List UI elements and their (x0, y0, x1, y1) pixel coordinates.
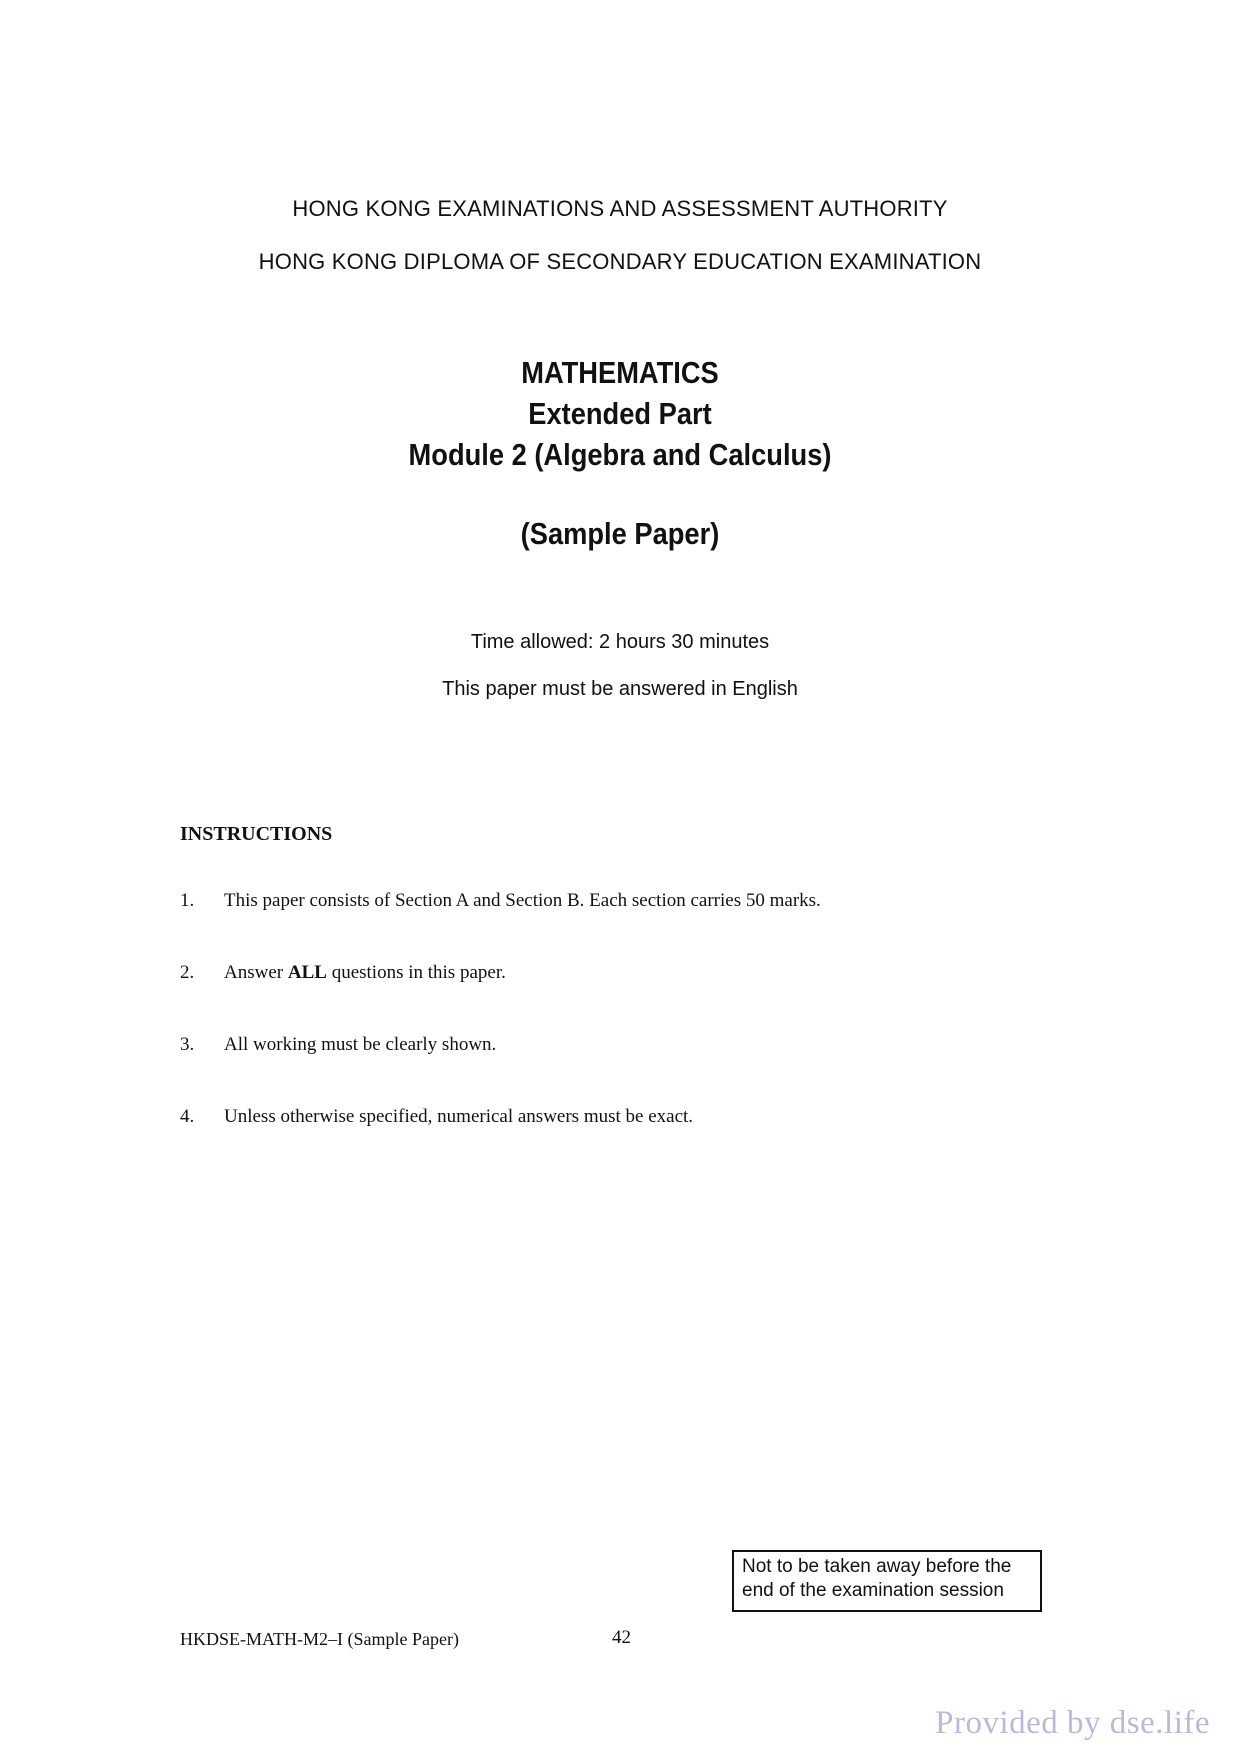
exam-name: HONG KONG DIPLOMA OF SECONDARY EDUCATION EXAMINATION (258, 249, 982, 274)
instruction-text-after: questions in this paper. (326, 962, 506, 983)
subject-title: MATHEMATICS (521, 355, 719, 390)
instruction-number: 1. (180, 890, 195, 911)
language-requirement: This paper must be answered in English (442, 678, 798, 700)
part-title: Extended Part (528, 396, 712, 431)
notice-line-1: Not to be taken away before the (742, 1556, 1012, 1577)
instruction-text: Unless otherwise specified, numerical answers must be exact. (224, 1106, 694, 1127)
notice-line-2: end of the examination session (742, 1580, 1004, 1601)
instruction-item-4 (180, 1106, 693, 1128)
instruction-text: This paper consists of Section A and Section B. Each section carries 50 marks. (224, 890, 821, 911)
instruction-number: 2. (180, 962, 195, 983)
instruction-text-before: Answer (224, 962, 288, 983)
instruction-number: 4. (180, 1106, 195, 1127)
time-allowed: Time allowed: 2 hours 30 minutes (470, 631, 770, 653)
instruction-item-2 (180, 962, 506, 984)
paper-title (74, 352, 1165, 475)
sample-paper-label: (Sample Paper) (520, 516, 720, 551)
instruction-number: 3. (180, 1034, 195, 1055)
watermark: Provided by dse.life (935, 1705, 1210, 1741)
paper-code: HKDSE-MATH-M2–I (Sample Paper) (180, 1629, 459, 1649)
instruction-item-1 (180, 890, 821, 912)
instructions-heading: INSTRUCTIONS (180, 823, 333, 845)
instruction-emphasis: ALL (287, 962, 327, 983)
authority-name: HONG KONG EXAMINATIONS AND ASSESSMENT AUTHORITY (292, 196, 948, 221)
instruction-text: All working must be clearly shown. (224, 1034, 497, 1055)
instruction-item-3 (180, 1034, 496, 1056)
notice-box (732, 1550, 1042, 1612)
module-title: Module 2 (Algebra and Calculus) (408, 437, 832, 472)
page-number: 42 (612, 1627, 631, 1648)
